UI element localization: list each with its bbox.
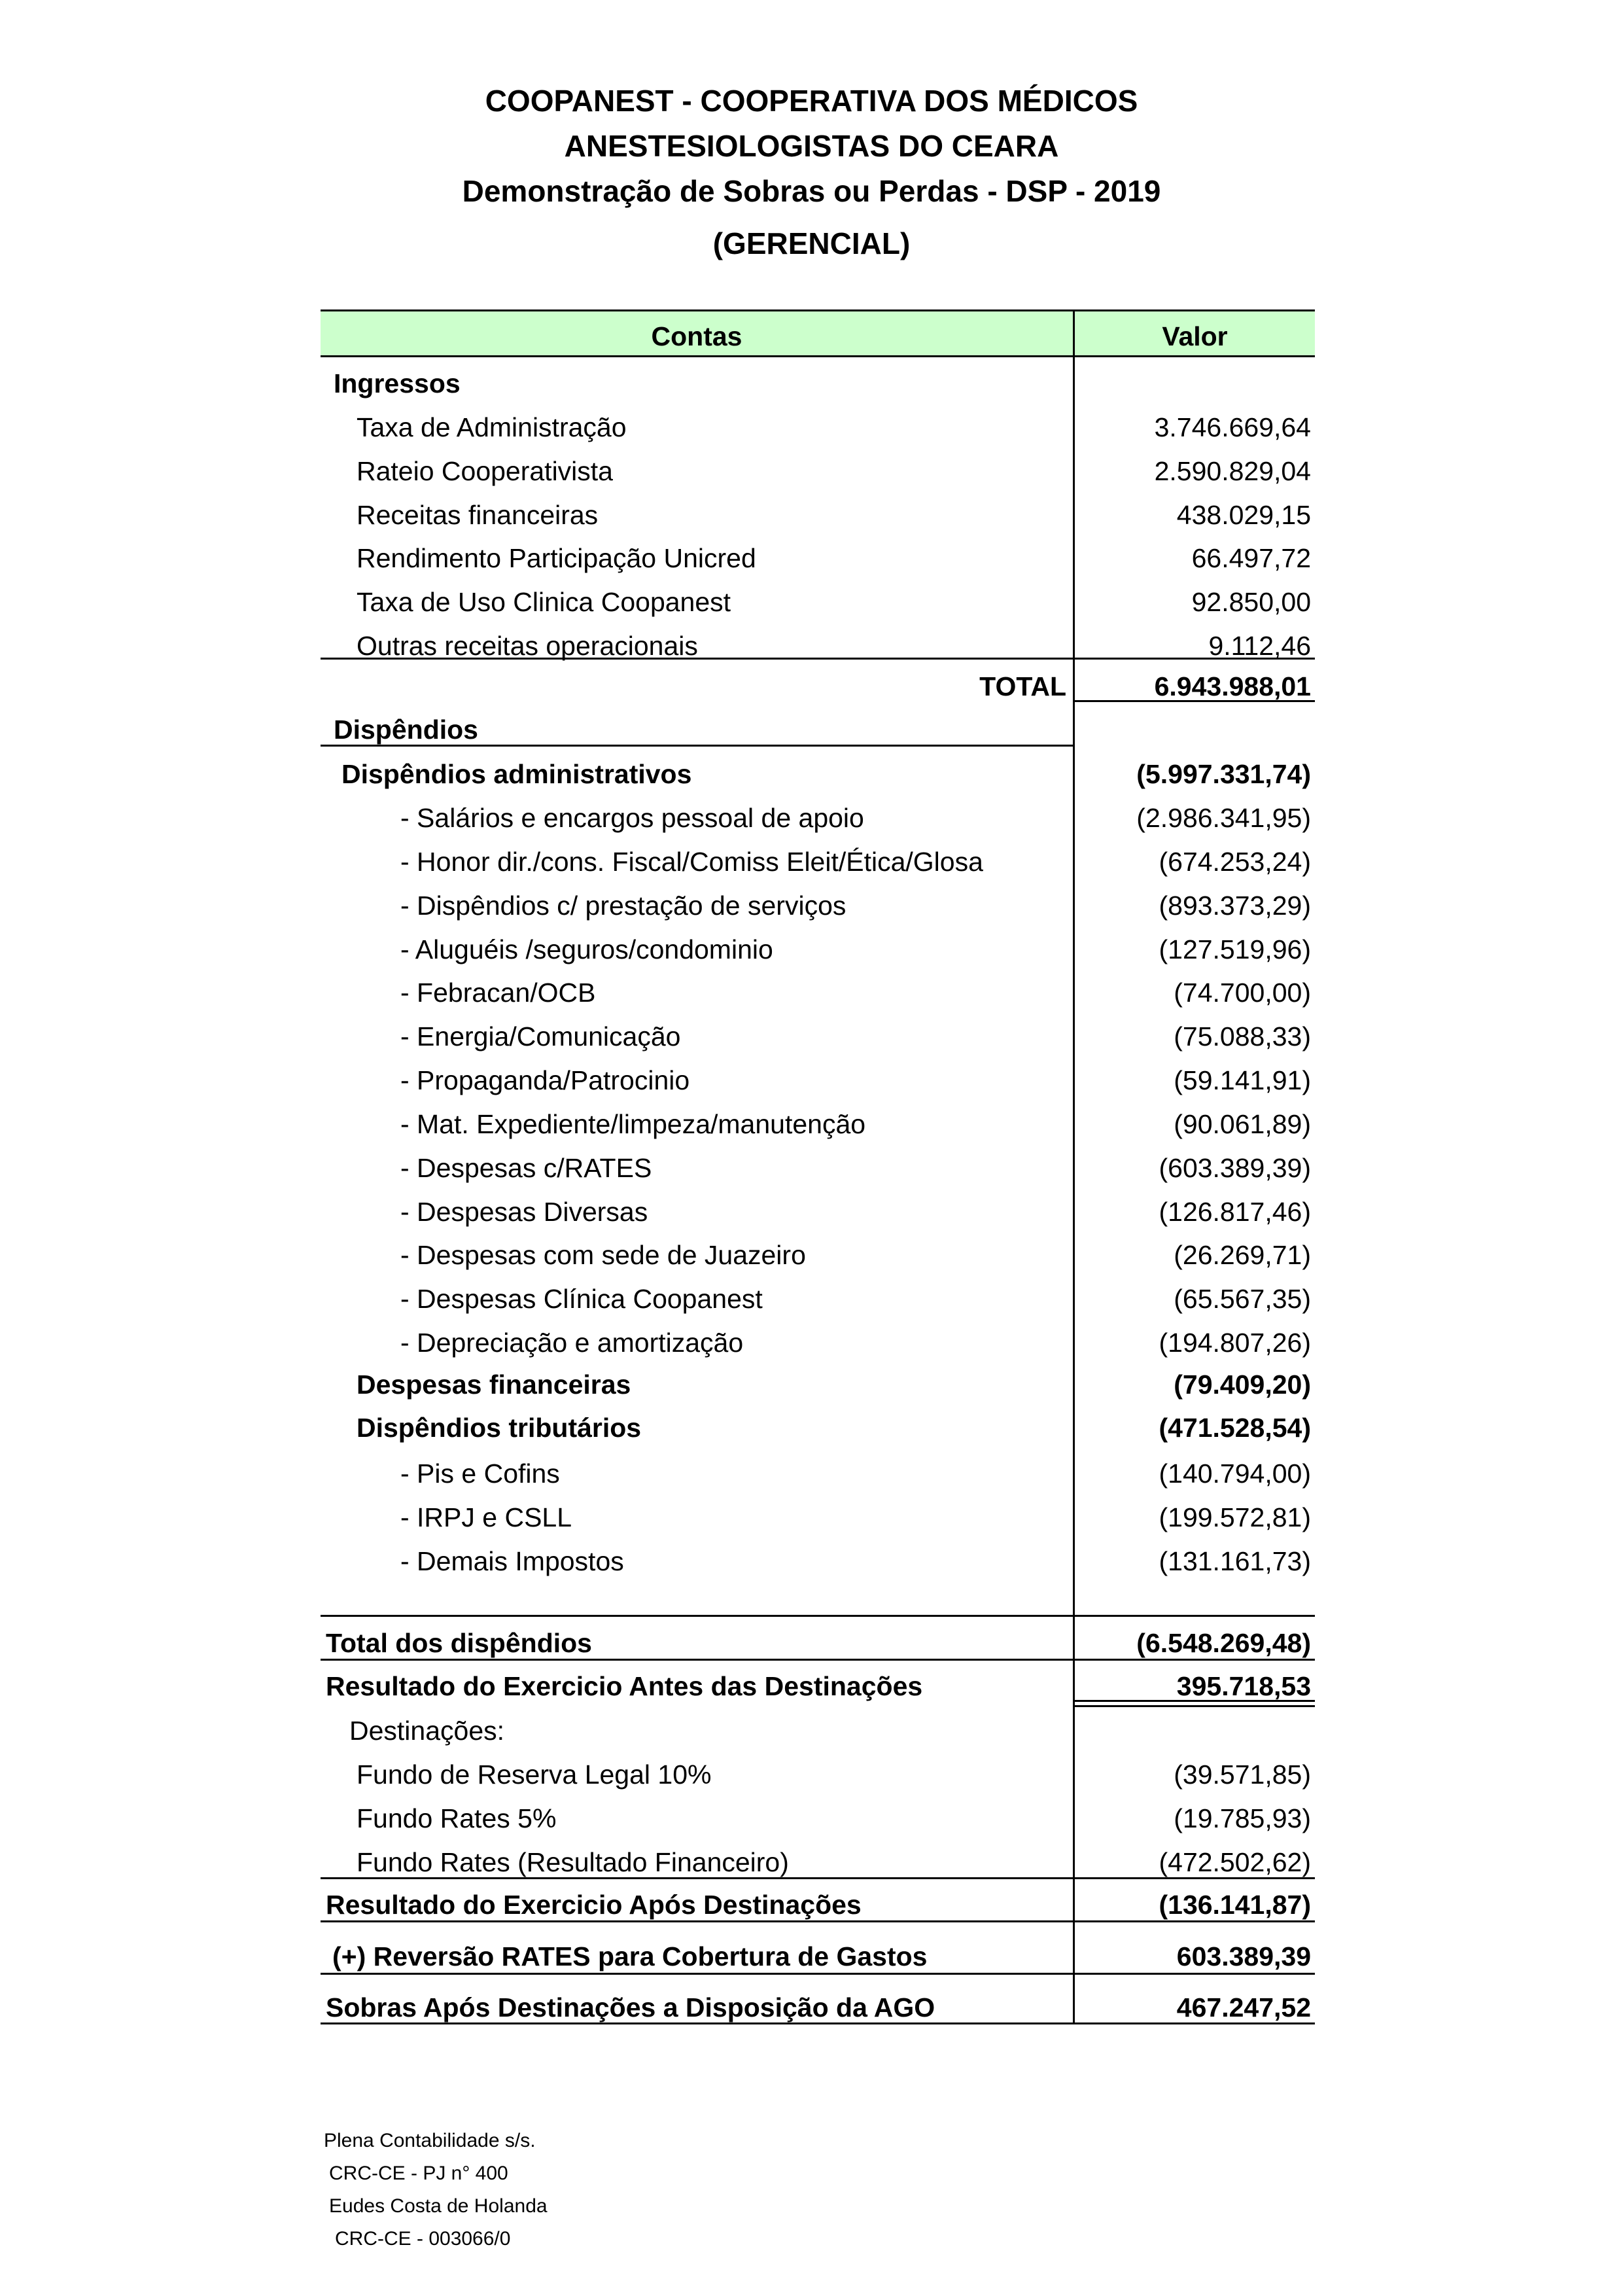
table-row <box>321 794 1315 837</box>
account-label: - Salários e encargos pessoal de apoio <box>400 803 864 833</box>
footer-crc-accountant: CRC-CE - 003066/0 <box>335 2228 511 2250</box>
account-label: Receitas financeiras <box>357 500 599 530</box>
account-label: - IRPJ e CSLL <box>400 1502 572 1532</box>
total-dispendios-row <box>321 1619 1315 1662</box>
total-label: Total dos dispêndios <box>326 1628 592 1658</box>
account-label: - Pis e Cofins <box>400 1458 560 1489</box>
account-value: (603.389,39) <box>1159 1153 1311 1183</box>
account-value: (74.700,00) <box>1174 978 1311 1008</box>
table-row <box>321 578 1315 621</box>
account-label: - Mat. Expediente/limpeza/manutenção <box>400 1109 866 1139</box>
table-row <box>321 838 1315 881</box>
table-row <box>321 1056 1315 1099</box>
total-value: 6.943.988,01 <box>1154 671 1311 701</box>
table-row <box>321 881 1315 925</box>
account-value: (194.807,26) <box>1159 1328 1311 1358</box>
account-label: Fundo Rates (Resultado Financeiro) <box>357 1847 789 1877</box>
subtotal-label: Despesas financeiras <box>357 1369 631 1400</box>
account-value: (199.572,81) <box>1159 1502 1311 1532</box>
account-label: Fundo de Reserva Legal 10% <box>357 1759 712 1790</box>
account-label: - Despesas com sede de Juazeiro <box>400 1240 806 1270</box>
total-value: 603.389,39 <box>1176 1941 1311 1971</box>
account-value: (19.785,93) <box>1174 1803 1311 1833</box>
report-subtitle: (GERENCIAL) <box>712 226 911 260</box>
table-row <box>321 1231 1315 1274</box>
table-row <box>321 1012 1315 1055</box>
column-header-contas: Contas <box>651 321 742 351</box>
account-value: (140.794,00) <box>1159 1458 1311 1489</box>
account-label: Rendimento Participação Unicred <box>357 543 756 573</box>
account-label: - Energia/Comunicação <box>400 1021 681 1051</box>
total-label: Resultado do Exercicio Após Destinações <box>326 1890 862 1920</box>
account-value: (65.567,35) <box>1174 1284 1311 1314</box>
table-row <box>321 622 1315 665</box>
total-ingressos-row <box>321 662 1315 705</box>
total-value: 395.718,53 <box>1176 1671 1311 1701</box>
total-label: TOTAL <box>979 671 1066 701</box>
total-value: (136.141,87) <box>1159 1890 1311 1920</box>
subtotal-value: (79.409,20) <box>1174 1369 1311 1400</box>
section-label: Dispêndios <box>334 715 478 745</box>
total-value: 467.247,52 <box>1176 1992 1311 2022</box>
account-value: 3.746.669,64 <box>1154 412 1311 442</box>
account-value: (26.269,71) <box>1174 1240 1311 1270</box>
resultado-antes-row <box>321 1662 1315 1705</box>
account-label: Taxa de Administração <box>357 412 627 442</box>
account-label: - Despesas Clínica Coopanest <box>400 1284 763 1314</box>
account-value: (127.519,96) <box>1159 934 1311 964</box>
account-value: (126.817,46) <box>1159 1197 1311 1227</box>
total-label: Sobras Após Destinações a Disposição da AGO <box>326 1992 935 2022</box>
account-value: (674.253,24) <box>1159 847 1311 877</box>
footer-accountant: Eudes Costa de Holanda <box>329 2195 548 2217</box>
account-label: - Febracan/OCB <box>400 978 596 1008</box>
section-label: Destinações: <box>349 1716 505 1746</box>
company-name-line1: COOPANEST - COOPERATIVA DOS MÉDICOS <box>485 84 1138 118</box>
resultado-apos-row <box>321 1881 1315 1924</box>
subtotal-value: (471.528,54) <box>1159 1413 1311 1443</box>
subtotal-label: Dispêndios tributários <box>357 1413 642 1443</box>
table-row <box>321 491 1315 534</box>
table-row <box>321 1750 1315 1793</box>
subtotal-row <box>321 1360 1315 1404</box>
total-label: (+) Reversão RATES para Cobertura de Gastos <box>332 1941 928 1971</box>
account-value: (893.373,29) <box>1159 891 1311 921</box>
total-label: Resultado do Exercicio Antes das Destinações <box>326 1671 923 1701</box>
account-label: - Depreciação e amortização <box>400 1328 744 1358</box>
footer-crc-pj: CRC-CE - PJ n° 400 <box>329 2163 508 2184</box>
table-row <box>321 447 1315 490</box>
table-row <box>321 1493 1315 1536</box>
account-value: (2.986.341,95) <box>1136 803 1311 833</box>
subtotal-row <box>321 750 1315 793</box>
account-label: - Aluguéis /seguros/condominio <box>400 934 773 964</box>
account-value: (90.061,89) <box>1174 1109 1311 1139</box>
account-value: (59.141,91) <box>1174 1065 1311 1095</box>
table-row <box>321 1144 1315 1187</box>
footer-firm: Plena Contabilidade s/s. <box>324 2130 536 2151</box>
account-value: (131.161,73) <box>1159 1546 1311 1576</box>
total-value: (6.548.269,48) <box>1136 1628 1311 1658</box>
account-value: 66.497,72 <box>1191 543 1311 573</box>
table-row <box>321 1318 1315 1362</box>
table-row <box>321 1275 1315 1318</box>
sobras-row <box>321 1983 1315 2026</box>
table-row <box>321 1449 1315 1492</box>
column-header-valor: Valor <box>1162 321 1228 351</box>
account-label: Fundo Rates 5% <box>357 1803 557 1833</box>
table-row <box>321 925 1315 968</box>
subtotal-label: Dispêndios administrativos <box>341 759 692 789</box>
account-value: 9.112,46 <box>1208 631 1311 661</box>
subtotal-value: (5.997.331,74) <box>1136 759 1311 789</box>
account-label: - Demais Impostos <box>400 1546 624 1576</box>
account-value: 92.850,00 <box>1191 587 1311 617</box>
account-value: 438.029,15 <box>1176 500 1311 530</box>
section-ingressos <box>321 359 1315 402</box>
account-label: - Honor dir./cons. Fiscal/Comiss Eleit/Ética/Glosa <box>400 847 983 877</box>
section-destinacoes <box>321 1706 1315 1750</box>
account-label: - Propaganda/Patrocinio <box>400 1065 690 1095</box>
account-label: - Dispêndios c/ prestação de serviços <box>400 891 846 921</box>
table-row <box>321 1838 1315 1881</box>
table-row <box>321 1188 1315 1231</box>
account-label: - Despesas Diversas <box>400 1197 648 1227</box>
account-label: Rateio Cooperativista <box>357 456 613 486</box>
table-row <box>321 1537 1315 1580</box>
subtotal-row <box>321 1404 1315 1447</box>
company-name-line2: ANESTESIOLOGISTAS DO CEARA <box>564 129 1059 163</box>
account-label: Taxa de Uso Clinica Coopanest <box>357 587 731 617</box>
account-value: (39.571,85) <box>1174 1759 1311 1790</box>
account-label: - Despesas c/RATES <box>400 1153 652 1183</box>
section-label: Ingressos <box>334 368 461 398</box>
account-value: (472.502,62) <box>1159 1847 1311 1877</box>
section-dispendios <box>321 705 1315 749</box>
reversao-row <box>321 1932 1315 1975</box>
account-label: Outras receitas operacionais <box>357 631 698 661</box>
table-row <box>321 403 1315 446</box>
table-row <box>321 1794 1315 1837</box>
account-value: 2.590.829,04 <box>1154 456 1311 486</box>
table-row <box>321 534 1315 577</box>
account-value: (75.088,33) <box>1174 1021 1311 1051</box>
table-row <box>321 1100 1315 1143</box>
report-title: Demonstração de Sobras ou Perdas - DSP - 2019 <box>462 174 1161 208</box>
table-row <box>321 968 1315 1012</box>
